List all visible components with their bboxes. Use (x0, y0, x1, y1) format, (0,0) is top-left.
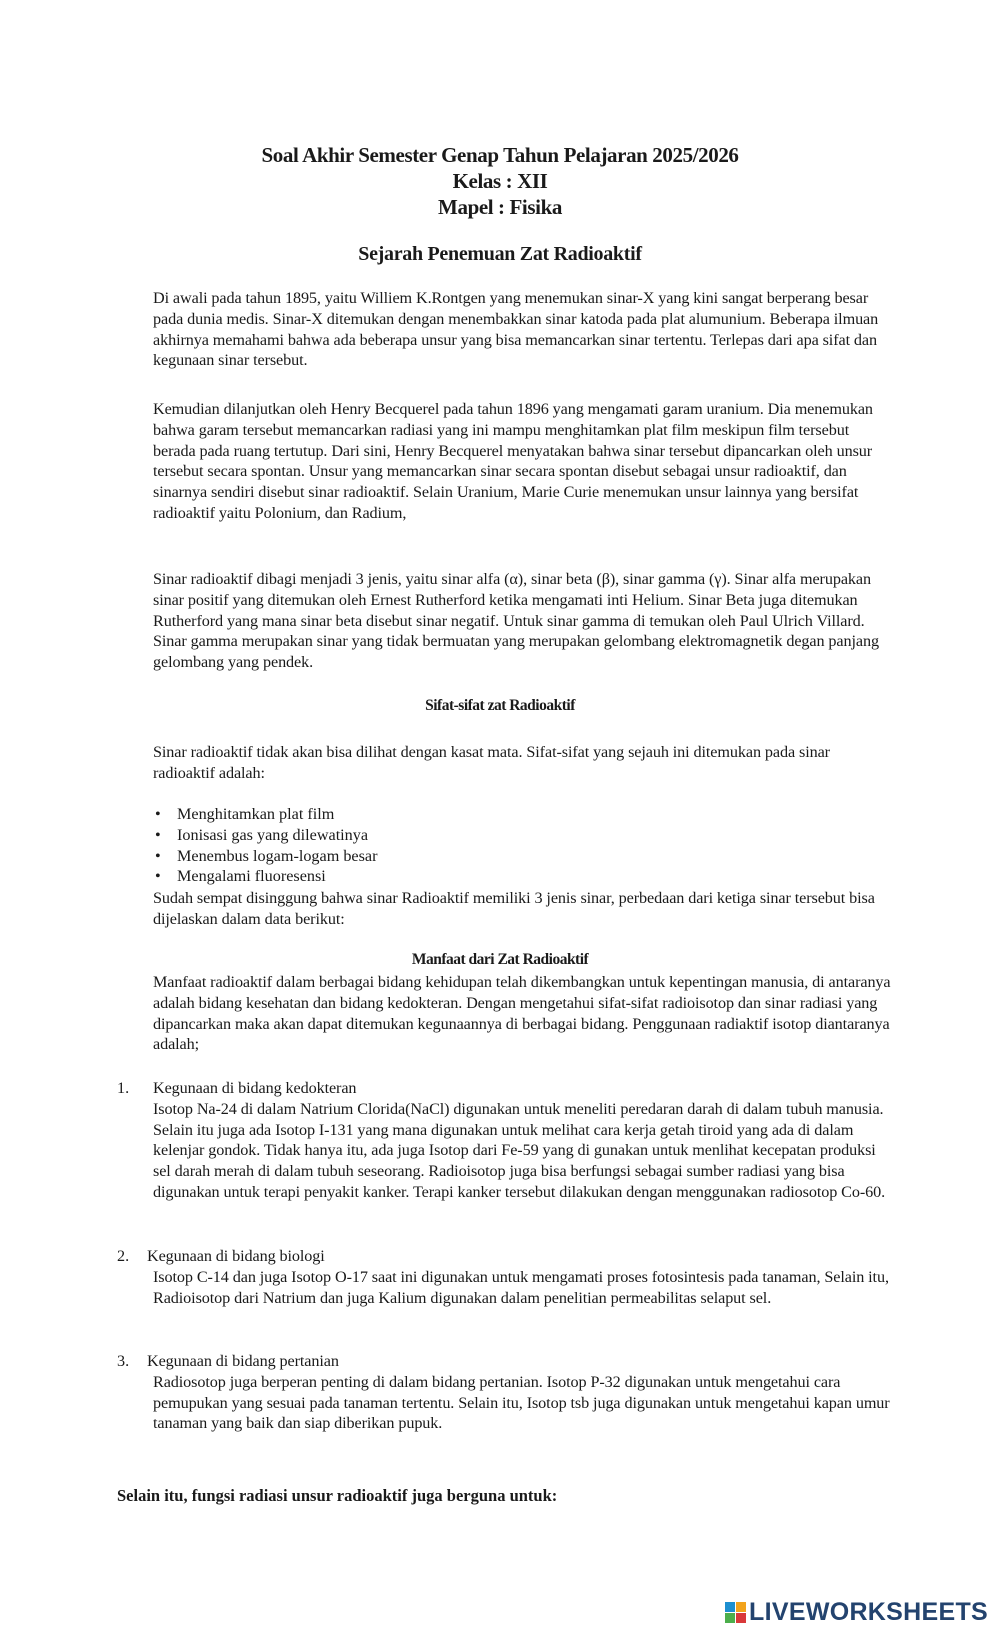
item-number: 1. (117, 1079, 130, 1097)
bullet-icon: • (155, 846, 161, 865)
benefit-body: Isotop C-14 dan juga Isotop O-17 saat ini digunakan untuk mengamati proses fotosintesis pada tanaman, Selain itu, Radioisotop dari Natrium dan juga Kalium digunakan dalam penelitian permeabilitas selaput sel. (153, 1267, 889, 1307)
benefit-agriculture (147, 1351, 893, 1434)
bullet-icon: • (155, 825, 161, 844)
paragraph-intro: Di awali pada tahun 1895, yaitu Williem K.Rontgen yang menemukan sinar-X yang kini sangat berperang besar pada dunia medis. Sinar-X ditemukan dengan menembakkan sinar katoda pada plat alumunium. Beberapa ilmuan akhirnya memahami bahwa ada beberapa unsur yang bisa memancarkan sinar tertentu. Terlepas dari apa sifat dan kegunaan sinar tersebut. (153, 289, 879, 370)
logo-block (736, 1613, 746, 1623)
benefit-title: Kegunaan di bidang kedokteran (153, 1079, 357, 1097)
properties-heading: Sifat-sifat zat Radioaktif (425, 697, 575, 714)
exam-header (0, 142, 1000, 220)
properties-list (153, 804, 378, 887)
benefits-intro: Manfaat radioaktif dalam berbagai bidang kehidupan telah dikembangkan untuk kepentingan manusia, di antaranya adalah bidang kesehatan dan bidang kedokteran. Dengan mengetahui sifat-sifat radioisotop dan sinar radiasi yang dipancarkan maka akan dapat ditemukan kegunaannya di berbagai bidang. Penggunaan radiaktif isotop diantaranya adalah; (153, 973, 891, 1054)
benefit-medicine (153, 1078, 893, 1203)
logo-block (725, 1613, 735, 1623)
properties-intro: Sinar radioaktif tidak akan bisa dilihat dengan kasat mata. Sifat-sifat yang sejauh ini ditemukan pada sinar radioaktif adalah: (153, 743, 830, 782)
properties-followup: Sudah sempat disinggung bahwa sinar Radioaktif memiliki 3 jenis sinar, perbedaan dari ketiga sinar tersebut bisa dijelaskan dalam data berikut: (153, 889, 875, 928)
paragraph-ray-types: Sinar radioaktif dibagi menjadi 3 jenis, yaitu sinar alfa (α), sinar beta (β), sinar gamma (γ). Sinar alfa merupakan sinar positif yang ditemukan oleh Ernest Rutherford ketika mengamati inti Helium. Sinar Beta juga ditemukan Rutherford yang mana sinar beta disebut sinar negatif. Untuk sinar gamma di temukan oleh Paul Ulrich Villard. Sinar gamma merupakan sinar yang tidak bermuatan yang merupakan gelombang elektromagnetik degan panjang gelombang yang pendek. (153, 570, 879, 672)
benefit-body: Isotop Na-24 di dalam Natrium Clorida(NaCl) digunakan untuk meneliti peredaran darah di dalam tubuh manusia. Selain itu juga ada Isotop I-131 yang mana digunakan untuk melihat cara kerja getah tiroid yang ada di dalam kelenjar gondok. Tidak hanya itu, ada juga Isotop dari Fe-59 yang di gunakan untuk menlihat kecepatan produksi sel darah merah di dalam tubuh seseorang. Radioisotop juga bisa berfungsi sebagai sumber radiasi yang bisa digunakan untuk terapi penyakit kanker. Terapi kanker tersebut dilakukan dengan menggunakan radiosotop Co-60. (153, 1099, 886, 1201)
benefit-title: Kegunaan di bidang pertanian (147, 1352, 339, 1370)
closing-statement: Selain itu, fungsi radiasi unsur radioaktif juga berguna untuk: (117, 1486, 558, 1505)
class-label: Kelas : XII (452, 169, 548, 193)
benefit-biology (147, 1246, 893, 1308)
list-item: • Menghitamkan plat film (155, 805, 335, 823)
exam-title: Soal Akhir Semester Genap Tahun Pelajaran 2025/2026 (261, 143, 739, 167)
paragraph-becquerel: Kemudian dilanjutkan oleh Henry Becquerel pada tahun 1896 yang mengamati garam uranium. Dia menemukan bahwa garam tersebut memancarkan radiasi yang ini mampu menghitamkan plat film meskipun film tersebut berada pada ruang tertutup. Dari sini, Henry Becquerel menyatakan bahwa sinar tersebut dipancarkan oleh unsur tersebut secara spontan. Unsur yang memancarkan sinar secara spontan disebut sebagai unsur radioaktif, dan sinarnya sendiri disebut sinar radioaktif. Selain Uranium, Marie Curie menemukan unsur lainnya yang bersifat radioaktif yaitu Polonium, dan Radium, (153, 400, 873, 522)
logo-block (725, 1602, 735, 1612)
benefits-heading: Manfaat dari Zat Radioaktif (411, 951, 589, 968)
logo-text: LIVEWORKSHEETS (749, 1598, 988, 1626)
benefit-title: Kegunaan di bidang biologi (147, 1247, 325, 1265)
list-item: • Ionisasi gas yang dilewatinya (155, 825, 369, 844)
bullet-icon: • (155, 867, 161, 886)
subject-label: Mapel : Fisika (438, 195, 562, 219)
list-item: • Mengalami fluoresensi (155, 867, 326, 886)
liveworksheets-logo (725, 1598, 988, 1627)
list-item: • Menembus logam-logam besar (155, 846, 378, 865)
bullet-icon: • (155, 805, 161, 823)
benefit-body: Radiosotop juga berperan penting di dalam bidang pertanian. Isotop P-32 digunakan untuk mengetahui cara pemupukan yang sesuai pada tanaman tertentu. Selain itu, Isotop tsb juga digunakan untuk mengetahui kapan umur tanaman yang baik dan siap diberikan pupuk. (153, 1372, 890, 1433)
section-title: Sejarah Penemuan Zat Radioaktif (358, 243, 642, 265)
logo-block (736, 1602, 746, 1612)
item-number: 3. (117, 1352, 130, 1370)
item-number: 2. (117, 1247, 130, 1265)
logo-blocks-icon (725, 1602, 746, 1623)
